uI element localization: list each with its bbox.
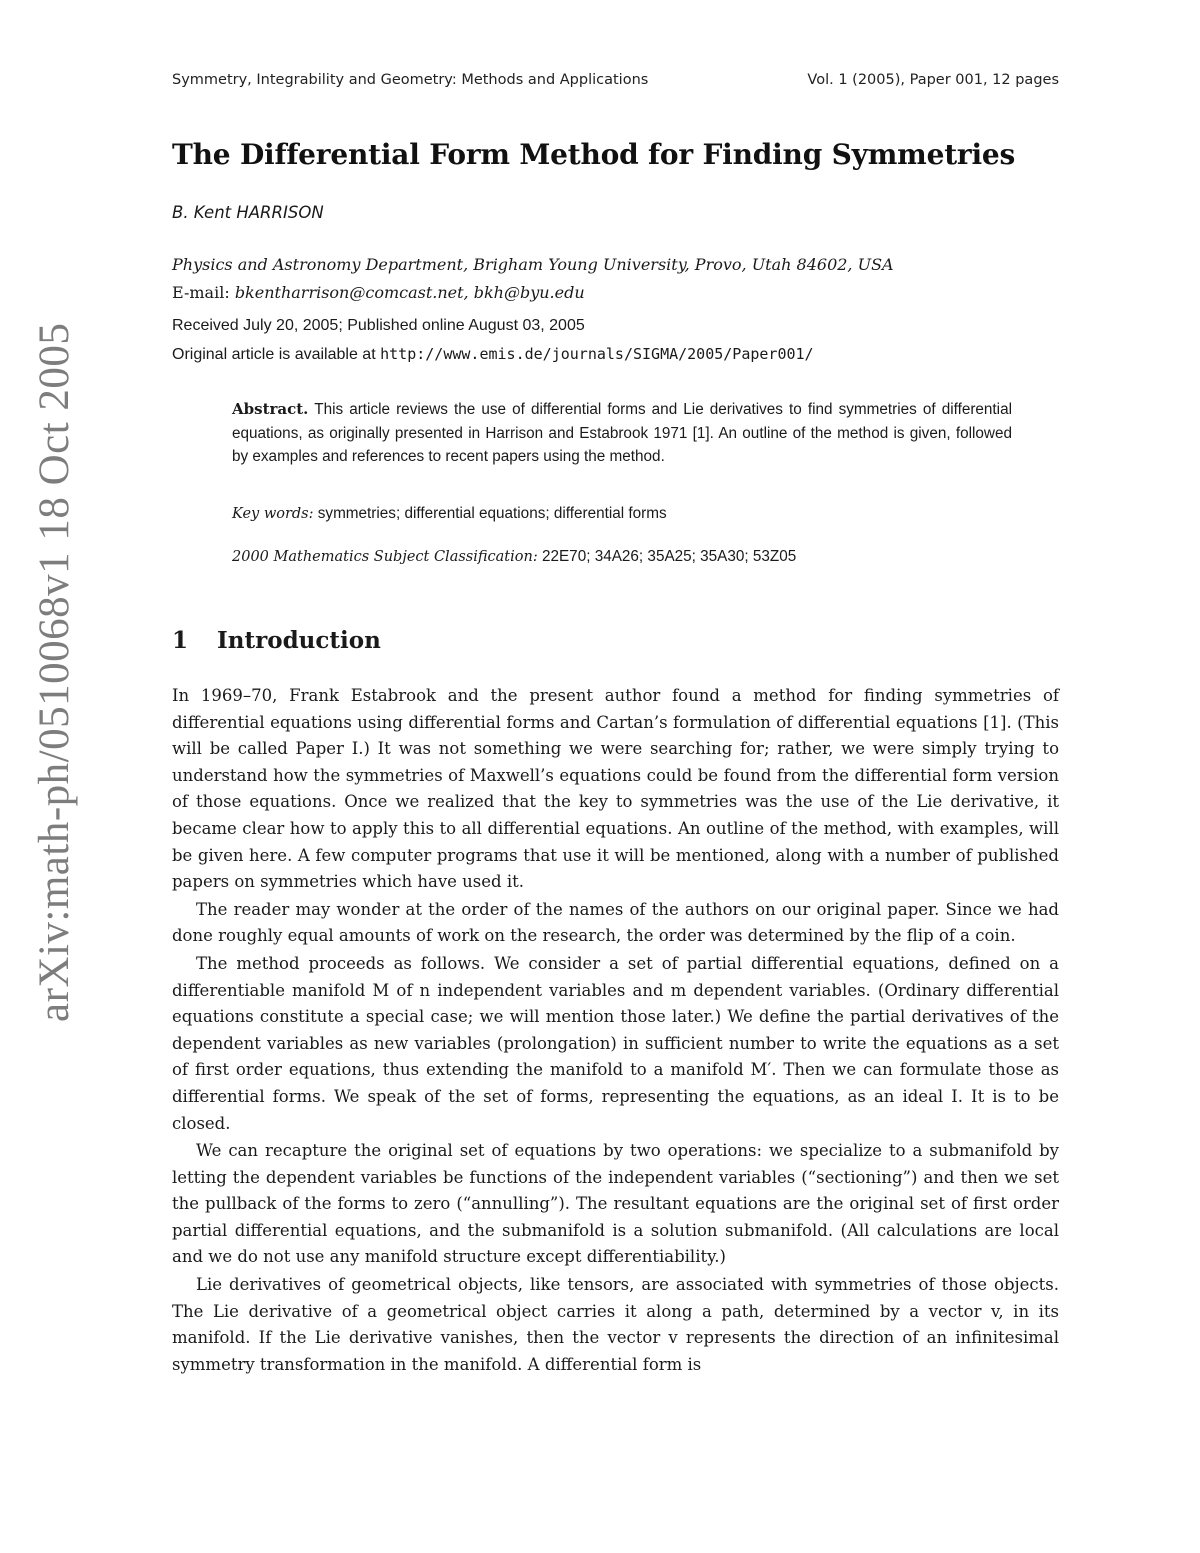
arxiv-identifier-stamp: arXiv:math-ph/0510068v1 18 Oct 2005 (31, 322, 78, 1022)
paragraph: In 1969–70, Frank Estabrook and the present author found a method for finding symmetries of differential equations using differential forms and Cartan’s formulation of differential equations [1]. (This will be called Paper I.) It was not something we were searching for; rather, we were simply trying to understand how the symmetries of Maxwell’s equations could be found from the differential form version of those equations. Once we realized that the key to symmetries was the use of the Lie derivative, it became clear how to apply this to all differential equations. An outline of the method, with examples, will be given here. A few computer programs that use it will be mentioned, along with a number of published papers on symmetries which have used it. (172, 686, 1059, 892)
paragraph: The reader may wonder at the order of the names of the authors on our original paper. Since we had done roughly equal amounts of work on the research, the order was determined by the flip of a coin. (172, 899, 1059, 946)
keywords-text: symmetries; differential equations; differential forms (317, 505, 667, 522)
author-email (172, 283, 585, 302)
abstract-label: Abstract. (232, 400, 309, 418)
author-affiliation: Physics and Astronomy Department, Brigham Young University, Provo, Utah 84602, USA (172, 255, 894, 274)
volume-info: Vol. 1 (2005), Paper 001, 12 pages (807, 72, 1059, 88)
paragraph: The method proceeds as follows. We consider a set of partial differential equations, defined on a differentiable manifold M of n independent variables and m dependent variables. (Ordinary differential equations constitute a special case; we will mention those later.) We define the partial derivatives of the dependent variables as new variables (prolongation) in sufficient number to write the equations as a set of first order equations, thus extending the manifold to a manifold M′. Then we can formulate those as differential forms. We speak of the set of forms, representing the equations, as an ideal I. It is to be closed. (172, 953, 1059, 1133)
paragraph: Lie derivatives of geometrical objects, like tensors, are associated with symmetries of those objects. The Lie derivative of a geometrical object carries it along a path, determined by a vector v, in its manifold. If the Lie derivative vanishes, then the vector v represents the direction of an infinitesimal symmetry transformation in the manifold. A differential form is (172, 1275, 1059, 1374)
paragraph: We can recapture the original set of equations by two operations: we specialize to a submanifold by letting the dependent variables be functions of the independent variables (“sectioning”) and then we set the pullback of the forms to zero (“annulling”). The resultant equations are the original set of first order partial differential equations, and the submanifold is a solution submanifold. (All calculations are local and we do not use any manifold structure except differentiability.) (172, 1141, 1059, 1267)
original-article-line (172, 345, 814, 364)
section-number: 1 (172, 627, 189, 654)
msc-classification (232, 548, 1012, 566)
paper-title: The Differential Form Method for Finding Symmetries (172, 138, 1016, 171)
author-name: B. Kent HARRISON (172, 203, 324, 222)
journal-name: Symmetry, Integrability and Geometry: Methods and Applications (172, 72, 649, 88)
keywords-label: Key words: (232, 506, 314, 522)
msc-codes: 22E70; 34A26; 35A25; 35A30; 53Z05 (541, 548, 797, 565)
abstract (232, 398, 1012, 469)
original-article-url[interactable]: http://www.emis.de/journals/SIGMA/2005/Paper001/ (380, 345, 814, 363)
email-label: E-mail: (172, 283, 230, 302)
section-heading (172, 627, 381, 654)
msc-label: 2000 Mathematics Subject Classification: (232, 549, 538, 565)
received-dates: Received July 20, 2005; Published online August 03, 2005 (172, 317, 585, 334)
section-title: Introduction (217, 627, 381, 654)
body-text (172, 683, 1059, 1379)
keywords (232, 505, 1012, 523)
running-head (172, 72, 1059, 88)
abstract-text: This article reviews the use of differential forms and Lie derivatives to find symmetries of differential equations, as originally presented in Harrison and Estabrook 1971 [1]. An outline of the method is given, followed by examples and references to recent papers using the method. (232, 401, 1012, 465)
email-addresses: bkentharrison@comcast.net, bkh@byu.edu (234, 283, 585, 302)
original-article-prefix: Original article is available at (172, 346, 376, 363)
